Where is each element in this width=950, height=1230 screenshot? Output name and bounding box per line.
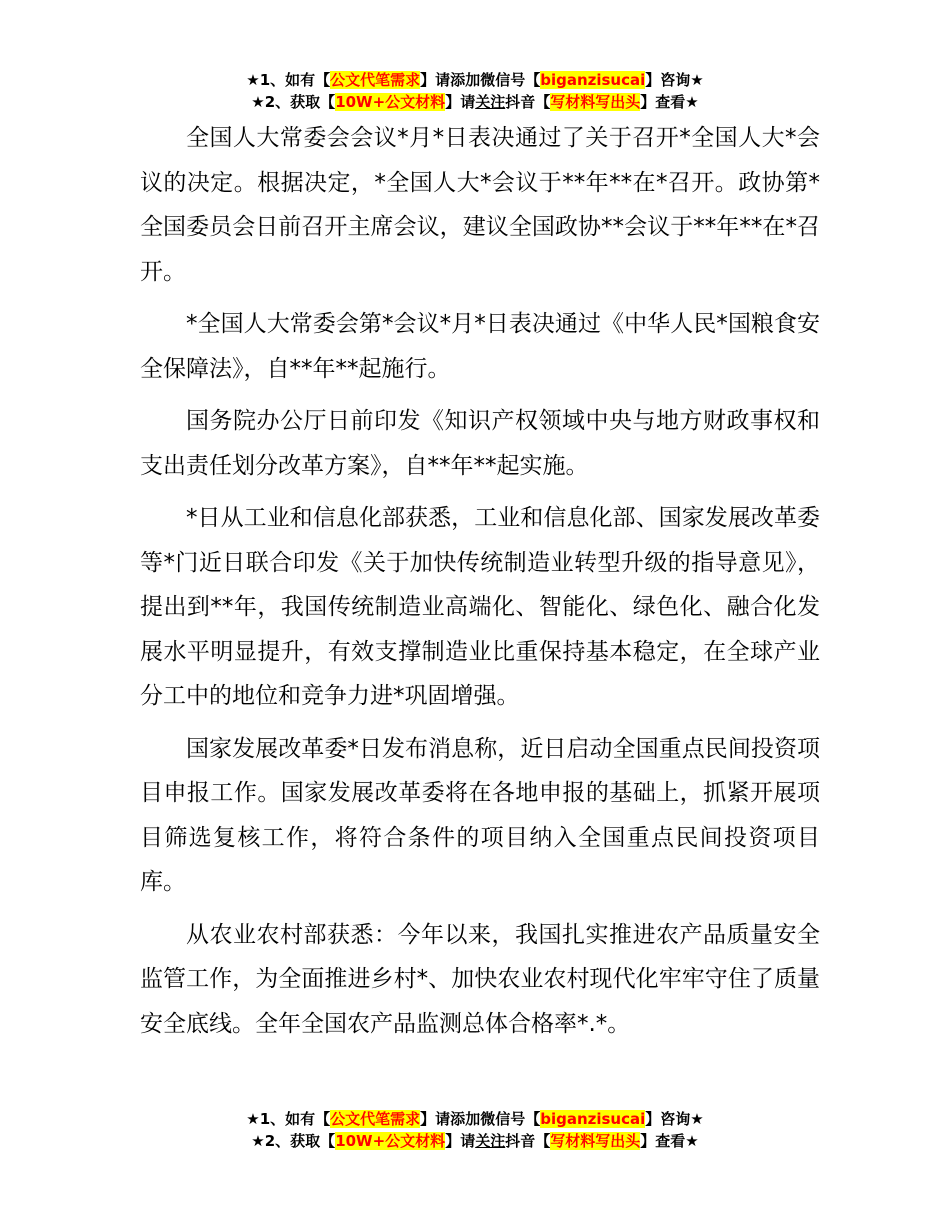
header-line-1-mid-2: 微信号【 xyxy=(480,71,541,89)
paragraph-food-security-law: *全国人大常委会第*会议*月*日表决通过《中华人民*国粮食安全保障法》，自**年**起施行。 xyxy=(140,311,820,382)
footer-banner xyxy=(0,1108,950,1152)
footer-line-1-highlight-2: biganzisucai xyxy=(540,1110,646,1128)
paragraph-agri-product-quality: 从农业农村部获悉：今年以来，我国扎实推进农产品质量安全监管工作，为全面推进乡村*、加快农业农村现代化牢牢守住了质量安全底线。全年全国农产品监测总体合格率*.*。 xyxy=(140,921,820,1037)
footer-line-2 xyxy=(0,1130,950,1152)
footer-line-1-prefix: ★1、如有【 xyxy=(246,1110,331,1128)
header-line-1-bold-word: 加 xyxy=(465,71,481,89)
header-banner xyxy=(0,69,950,113)
header-line-1 xyxy=(0,69,950,91)
header-line-2 xyxy=(0,91,950,113)
footer-line-2-mid-1: 】请 xyxy=(445,1132,476,1150)
header-line-1-suffix: 】咨询★ xyxy=(645,71,704,89)
header-line-2-underlined: 关注 xyxy=(475,93,506,111)
footer-line-1 xyxy=(0,1108,950,1130)
footer-line-1-mid-1: 】请添 xyxy=(420,1110,466,1128)
header-line-2-mid-2: 抖音【 xyxy=(505,93,551,111)
paragraph-private-investment: 国家发展改革委*日发布消息称，近日启动全国重点民间投资项目申报工作。国家发展改革委将在各地申报的基础上，抓紧开展项目筛选复核工作，将符合条件的项目纳入全国重点民间投资项目库。 xyxy=(140,735,820,895)
paragraph-ip-reform-plan: 国务院办公厅日前印发《知识产权领域中央与地方财政事权和支出责任划分改革方案》，自**年**起实施。 xyxy=(140,408,820,479)
footer-line-1-mid-2: 微信号【 xyxy=(480,1110,541,1128)
header-line-2-highlight-1: 10W+公文材料 xyxy=(335,93,446,111)
document-body xyxy=(140,116,820,1054)
paragraph-npc-sessions: 全国人大常委会会议*月*日表决通过了关于召开*全国人大*会议的决定。根据决定，*全国人大*会议于**年**在*召开。政协第*全国委员会日前召开主席会议，建议全国政协**会议于**年**在*召开。 xyxy=(140,125,820,285)
header-line-2-mid-1: 】请 xyxy=(445,93,476,111)
footer-line-2-highlight-1: 10W+公文材料 xyxy=(335,1132,446,1150)
footer-line-1-suffix: 】咨询★ xyxy=(645,1110,704,1128)
footer-line-2-suffix: 】查看★ xyxy=(640,1132,699,1150)
header-line-1-highlight-1: 公文代笔需求 xyxy=(330,71,421,89)
footer-line-2-prefix: ★2、获取【 xyxy=(251,1132,336,1150)
header-line-1-mid-1: 】请添 xyxy=(420,71,466,89)
header-line-1-prefix: ★1、如有【 xyxy=(246,71,331,89)
footer-line-1-highlight-1: 公文代笔需求 xyxy=(330,1110,421,1128)
header-line-2-highlight-2: 写材料写出头 xyxy=(550,93,641,111)
header-line-2-suffix: 】查看★ xyxy=(640,93,699,111)
header-line-1-highlight-2: biganzisucai xyxy=(540,71,646,89)
paragraph-manufacturing-upgrade: *日从工业和信息化部获悉，工业和信息化部、国家发展改革委等*门近日联合印发《关于加快传统制造业转型升级的指导意见》，提出到**年，我国传统制造业高端化、智能化、绿色化、融合化发展水平明显提升，有效支撑制造业比重保持基本稳定，在全球产业分工中的地位和竞争力进*巩固增强。 xyxy=(140,505,820,709)
footer-line-1-bold-word: 加 xyxy=(465,1110,481,1128)
header-line-2-prefix: ★2、获取【 xyxy=(251,93,336,111)
footer-line-2-highlight-2: 写材料写出头 xyxy=(550,1132,641,1150)
footer-line-2-underlined: 关注 xyxy=(475,1132,506,1150)
footer-line-2-mid-2: 抖音【 xyxy=(505,1132,551,1150)
